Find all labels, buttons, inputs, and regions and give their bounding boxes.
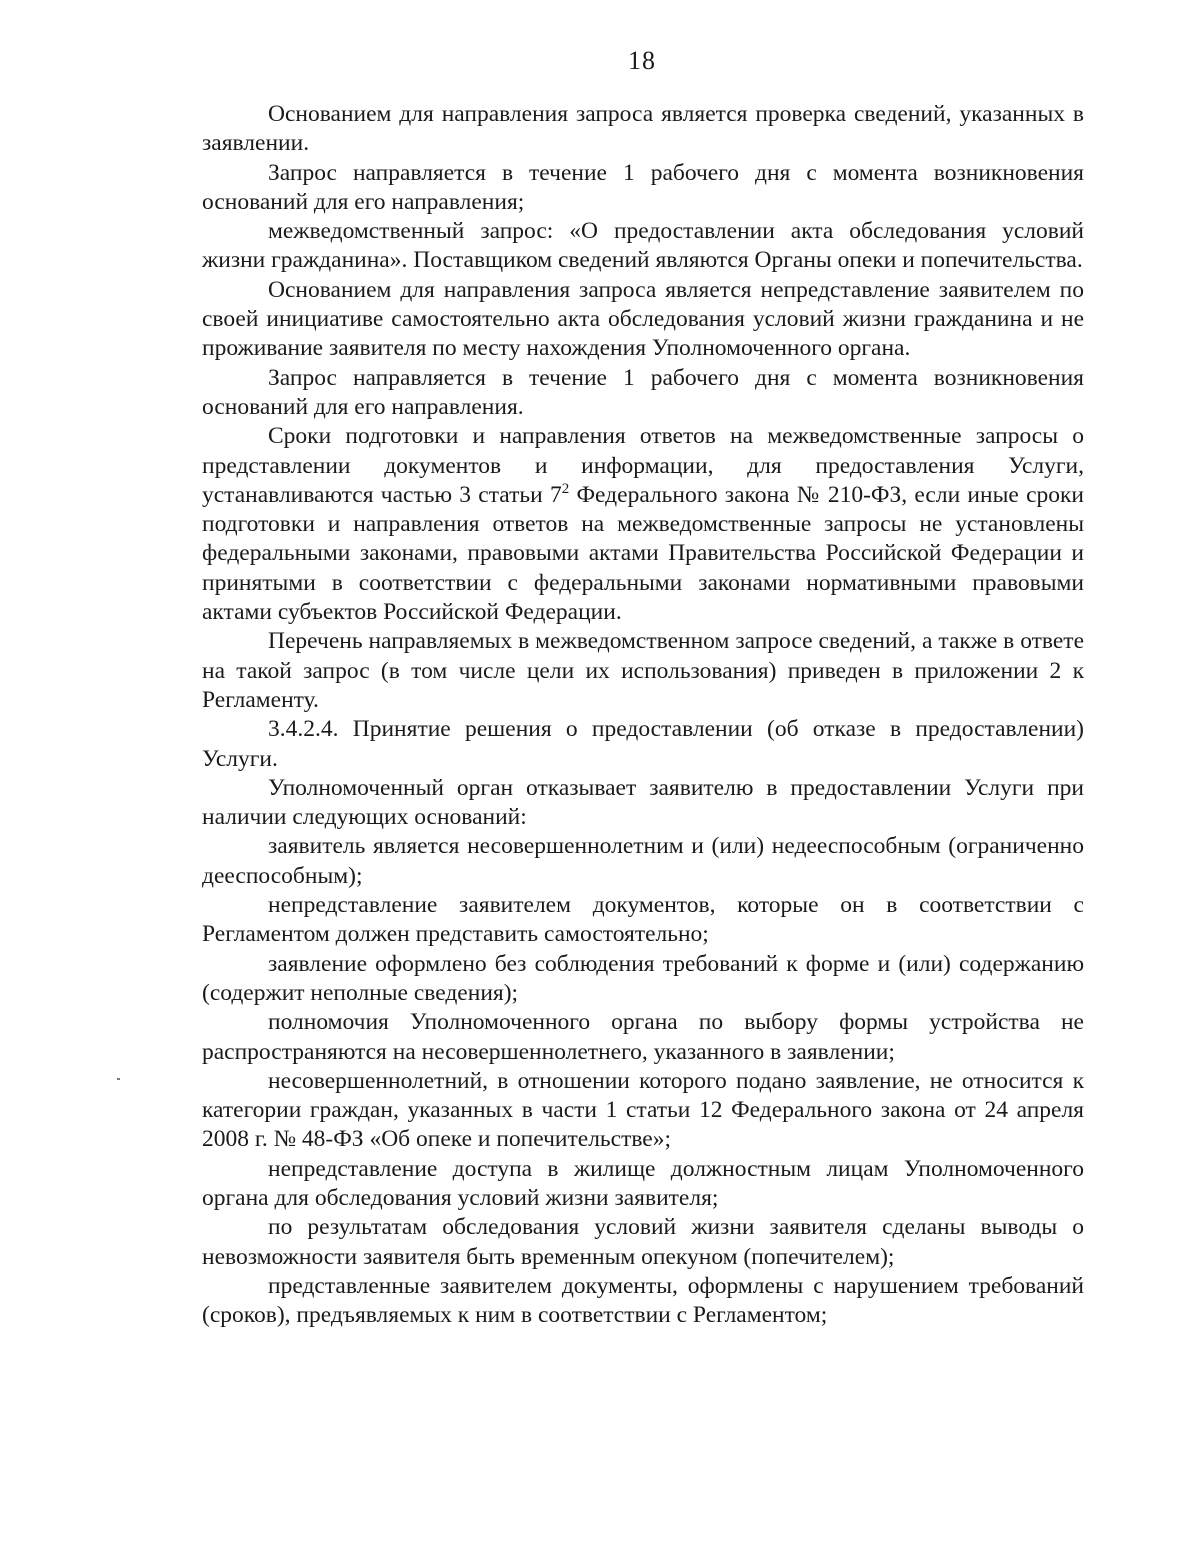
refusal-ground-item: несовершеннолетний, в отношении которого подано заявление, не относится к категории граждан, указанных в части 1 статьи 12 Федерального закона от 24 апреля 2008 г. № 48-ФЗ «Об опеке и попечительстве»; bbox=[202, 1067, 1084, 1153]
page-number: 18 bbox=[628, 46, 656, 75]
refusal-ground-item: заявление оформлено без соблюдения требований к форме и (или) содержанию (содержит неполные сведения); bbox=[202, 950, 1084, 1006]
document-body bbox=[202, 100, 1084, 1330]
paragraph: Перечень направляемых в межведомственном запросе сведений, а также в ответе на такой запрос (в том числе цели их использования) приведен в приложении 2 к Регламенту. bbox=[202, 628, 1084, 713]
paragraph-with-superscript bbox=[202, 422, 1084, 627]
paragraph: межведомственный запрос: «О предоставлении акта обследования условий жизни гражданина». Поставщиком сведений являются Органы опеки и попечительства. bbox=[202, 218, 1084, 274]
paragraph: Уполномоченный орган отказывает заявителю в предоставлении Услуги при наличии следующих оснований: bbox=[202, 774, 1084, 831]
refusal-ground-item: непредставление заявителем документов, которые он в соответствии с Регламентом должен представить самостоятельно; bbox=[202, 892, 1084, 948]
refusal-ground-item: непредставление доступа в жилище должностным лицам Уполномоченного органа для обследования условий жизни заявителя; bbox=[202, 1155, 1084, 1211]
paragraph: Основанием для направления запроса является непредставление заявителем по своей инициативе самостоятельно акта обследования условий жизни гражданина и не проживание заявителя по месту нахождения Уполномоченного органа. bbox=[202, 276, 1084, 362]
paragraph-part: Федерального закона № 210-ФЗ, если иные сроки подготовки и направления ответов на межведомственные запросы не установлены федеральными законами, правовыми актами Правительства Российской Федерации и принятыми в соответствии с федеральными законами нормативными правовыми актами субъектов Российской Федерации. bbox=[202, 481, 1085, 626]
paragraph: Запрос направляется в течение 1 рабочего дня с момента возникновения оснований для его направления. bbox=[202, 364, 1084, 420]
scan-artifact-dot bbox=[117, 1078, 120, 1080]
section-heading-paragraph: 3.4.2.4. Принятие решения о предоставлении (об отказе в предоставлении) Услуги. bbox=[202, 716, 1084, 772]
refusal-ground-item: заявитель является несовершеннолетним и (или) недееспособным (ограниченно дееспособным); bbox=[202, 833, 1084, 889]
refusal-ground-item: по результатам обследования условий жизни заявителя сделаны выводы о невозможности заявителя быть временным опекуном (попечителем); bbox=[202, 1214, 1084, 1270]
refusal-ground-item: представленные заявителем документы, оформлены с нарушением требований (сроков), предъявляемых к ним в соответствии с Регламентом; bbox=[202, 1272, 1084, 1329]
paragraph: Запрос направляется в течение 1 рабочего дня с момента возникновения оснований для его направления; bbox=[202, 159, 1084, 215]
paragraph-part: Сроки подготовки и направления ответов на межведомственные запросы о представлении документов и информации, для предоставления Услуги, устанавливаются частью 3 статьи 7 bbox=[202, 423, 1084, 508]
paragraph: Основанием для направления запроса является проверка сведений, указанных в заявлении. bbox=[202, 101, 1084, 157]
superscript-index: 2 bbox=[561, 481, 570, 498]
refusal-ground-item: полномочия Уполномоченного органа по выбору формы устройства не распространяются на несовершеннолетнего, указанного в заявлении; bbox=[202, 1009, 1084, 1065]
